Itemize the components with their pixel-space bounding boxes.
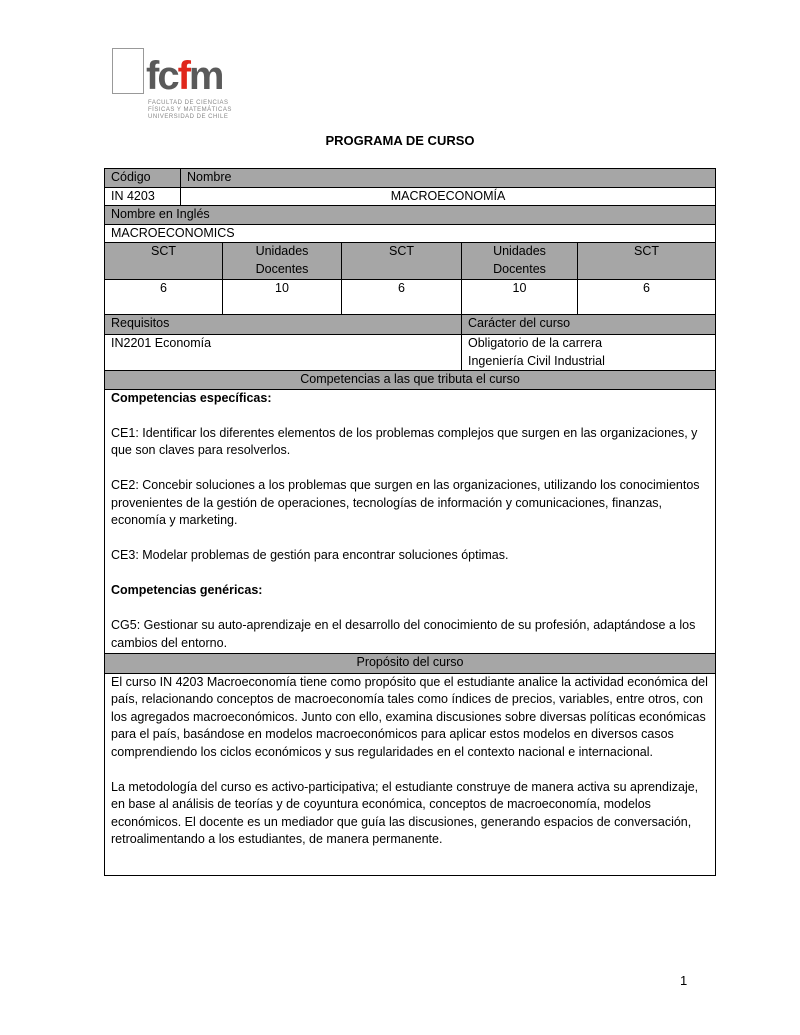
university-crest-icon <box>112 48 144 94</box>
logo-subtitle-line: FÍSICAS Y MATEMÁTICAS <box>148 107 232 113</box>
logo-subtitle <box>148 100 232 121</box>
competencias-label: Competencias a las que tributa el curso <box>105 371 716 390</box>
caracter-line: Obligatorio de la carrera <box>468 336 603 350</box>
course-table <box>104 168 716 876</box>
credit-header: Unidades Docentes <box>223 243 342 280</box>
caracter-label: Carácter del curso <box>462 315 716 335</box>
credit-value: 6 <box>578 280 716 315</box>
logo-wordmark: fcfm <box>146 54 223 98</box>
requisitos-label: Requisitos <box>105 315 462 335</box>
ce3: CE3: Modelar problemas de gestión para encontrar soluciones óptimas. <box>111 548 509 562</box>
nombre-value: MACROECONOMÍA <box>181 187 716 206</box>
credit-header: SCT <box>578 243 716 280</box>
ce1: CE1: Identificar los diferentes elementos de los problemas complejos que surgen en las organizaciones, y que son claves para resolverlos. <box>111 425 698 457</box>
caracter-value <box>462 335 716 371</box>
proposito-content <box>105 673 716 875</box>
ingles-value: MACROECONOMICS <box>105 224 716 243</box>
ce2: CE2: Concebir soluciones a los problemas que surgen en las organizaciones, utilizando los conocimientos provenientes de la gestión de operaciones, tecnologías de información y comunicaciones, finanzas, economía y marketing. <box>111 478 700 527</box>
proposito-paragraph: El curso IN 4203 Macroeconomía tiene como propósito que el estudiante analice la actividad económica del país, relacionando conceptos de macroeconomía tales como índices de precios, variables, entre otros, con los agregados macroeconómicos. Junto con ello, examina discusiones sobre diversas políticas económicas para el país, basándose en modelos macroeconómicos para aplicar estos modelos en diversos casos comprendiendo los ciclos económicos y sus regularidades en el contexto nacional e internacional. <box>111 674 708 759</box>
credit-header: SCT <box>342 243 462 280</box>
genericas-title: Competencias genéricas: <box>111 583 263 597</box>
credit-value: 10 <box>462 280 578 315</box>
codigo-label: Código <box>105 169 181 188</box>
credit-value: 6 <box>105 280 223 315</box>
requisitos-value: IN2201 Economía <box>105 335 462 371</box>
especificas-title: Competencias específicas: <box>111 390 272 405</box>
codigo-value: IN 4203 <box>105 187 181 206</box>
proposito-label: Propósito del curso <box>105 653 716 673</box>
fcfm-logo <box>108 44 233 126</box>
logo-subtitle-line: FACULTAD DE CIENCIAS <box>148 100 229 106</box>
caracter-line: Ingeniería Civil Industrial <box>468 353 605 368</box>
credit-value: 10 <box>223 280 342 315</box>
page-title: PROGRAMA DE CURSO <box>325 133 475 148</box>
page-number: 1 <box>680 973 688 988</box>
cg5: CG5: Gestionar su auto-aprendizaje en el desarrollo del conocimiento de su profesión, adaptándose a los cambios del entorno. <box>111 618 696 650</box>
competencias-content <box>105 389 716 653</box>
ingles-label: Nombre en Inglés <box>105 206 716 225</box>
nombre-label: Nombre <box>181 169 716 188</box>
credit-header: SCT <box>105 243 223 280</box>
credit-header: Unidades Docentes <box>462 243 578 280</box>
credit-value: 6 <box>342 280 462 315</box>
logo-subtitle-line: UNIVERSIDAD DE CHILE <box>148 114 229 120</box>
proposito-paragraph: La metodología del curso es activo-participativa; el estudiante construye de manera activa su aprendizaje, en base al análisis de teorías y de coyuntura económica, conceptos de macroeconomía, modelos económicos. El docente es un mediador que guía las discusiones, generando espacios de conversación, retroalimentando a los estudiantes, de manera permanente. <box>111 779 699 846</box>
